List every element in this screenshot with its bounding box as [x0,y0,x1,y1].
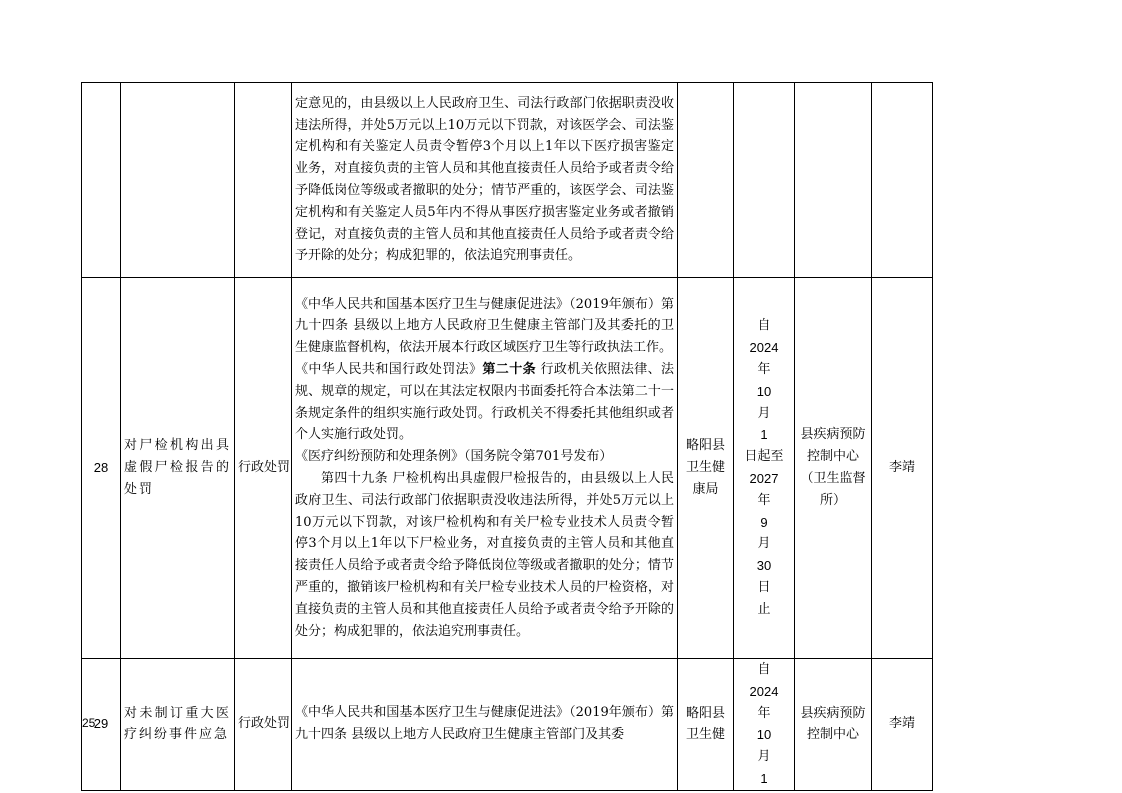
row-number [82,83,121,278]
legal-basis [292,83,678,278]
authorizing-agency: 略阳县卫生健 [678,659,734,791]
authorizing-agency [678,83,734,278]
period-line: 自 2024 [749,662,779,699]
authorizing-agency: 略阳县卫生健康局 [678,278,734,659]
executing-agency: 县疾病预防控制中心（卫生监督所） [795,278,872,659]
period-line: 年 10 月 1 [756,705,772,786]
item-name: 对未制订重大医疗纠纷事件应急 [121,659,235,791]
contact-person: 李靖 [872,659,933,791]
period-line: 自 2024 [749,318,779,356]
row-number: 28 [82,278,121,659]
authorization-period [734,659,795,791]
basis-paragraph: 《医疗纠纷预防和处理条例》（国务院令第701号发布） [295,449,613,465]
period-line: 止 [757,601,771,617]
page-number: 25 [82,716,96,730]
basis-paragraph: 《中华人民共和国基本医疗卫生与健康促进法》（2019年颁布）第九十四条 县级以上地方人民政府卫生健康主管部门及其委托的卫生健康监督机构，依法开展本行政区域医疗卫生等行政执法工作。 [295,296,674,356]
contact-person: 李靖 [872,278,933,659]
contact-person [872,83,933,278]
basis-paragraph: 《中华人民共和国基本医疗卫生与健康促进法》（2019年颁布）第九十四条 县级以上地方人民政府卫生健康主管部门及其委 [295,705,674,743]
legal-basis [292,278,678,659]
row-number: 29 [82,659,121,791]
table-row [82,83,933,278]
period-line: 2027 年 9 [749,471,779,530]
period-line: 日起至 [744,449,784,465]
authorization-table [81,82,933,791]
item-type [235,83,292,278]
table-row [82,278,933,659]
item-name [121,83,235,278]
table-row [82,659,933,791]
item-type: 行政处罚 [235,278,292,659]
legal-basis [292,659,678,791]
executing-agency [795,83,872,278]
executing-agency: 县疾病预防控制中心 [795,659,872,791]
period-line: 月 30 日 [756,536,772,595]
basis-paragraph: 第四十九条 尸检机构出具虚假尸检报告的，由县级以上人民政府卫生、司法行政部门依据职责没收违法所得，并处5万元以上10万元以下罚款，对该尸检机构和有关尸检专业技术人员责令暂停3个月以上1年以下尸检业务，对直接负责的主管人员和其他直接责任人员给予或者责令给予降低岗位等级或者撤职的处分；情节严重的，撤销该尸检机构和有关尸检专业技术人员的尸检资格，对直接负责的主管人员和其他直接责任人员给予或者责令给予开除的处分；构成犯罪的，依法追究刑事责任。 [295,471,674,639]
authorization-period [734,83,795,278]
authorization-period [734,278,795,659]
period-line: 年 10 月 1 [756,362,772,443]
item-type: 行政处罚 [235,659,292,791]
basis-paragraph: 定意见的，由县级以上人民政府卫生、司法行政部门依据职责没收违法所得，并处5万元以上10万元以下罚款，对该医学会、司法鉴定机构和有关鉴定人员责令暂停3个月以上1年以下医疗损害鉴定业务，对直接负责的主管人员和其他直接责任人员给予或者责令给予降低岗位等级或者撤职的处分；情节严重的，该医学会、司法鉴定机构和有关鉴定人员5年内不得从事医疗损害鉴定业务或者撤销登记，对直接负责的主管人员和其他直接责任人员给予或者责令给予开除的处分；构成犯罪的，依法追究刑事责任。 [295,95,674,264]
item-name: 对尸检机构出具虚假尸检报告的处罚 [121,278,235,659]
basis-paragraph: 《中华人民共和国行政处罚法》第二十条 行政机关依照法律、法规、规章的规定，可以在其法定权限内书面委托符合本法第二十一条规定条件的组织实施行政处罚。行政机关不得委托其他组织或者个人实施行政处罚。 [295,362,674,443]
